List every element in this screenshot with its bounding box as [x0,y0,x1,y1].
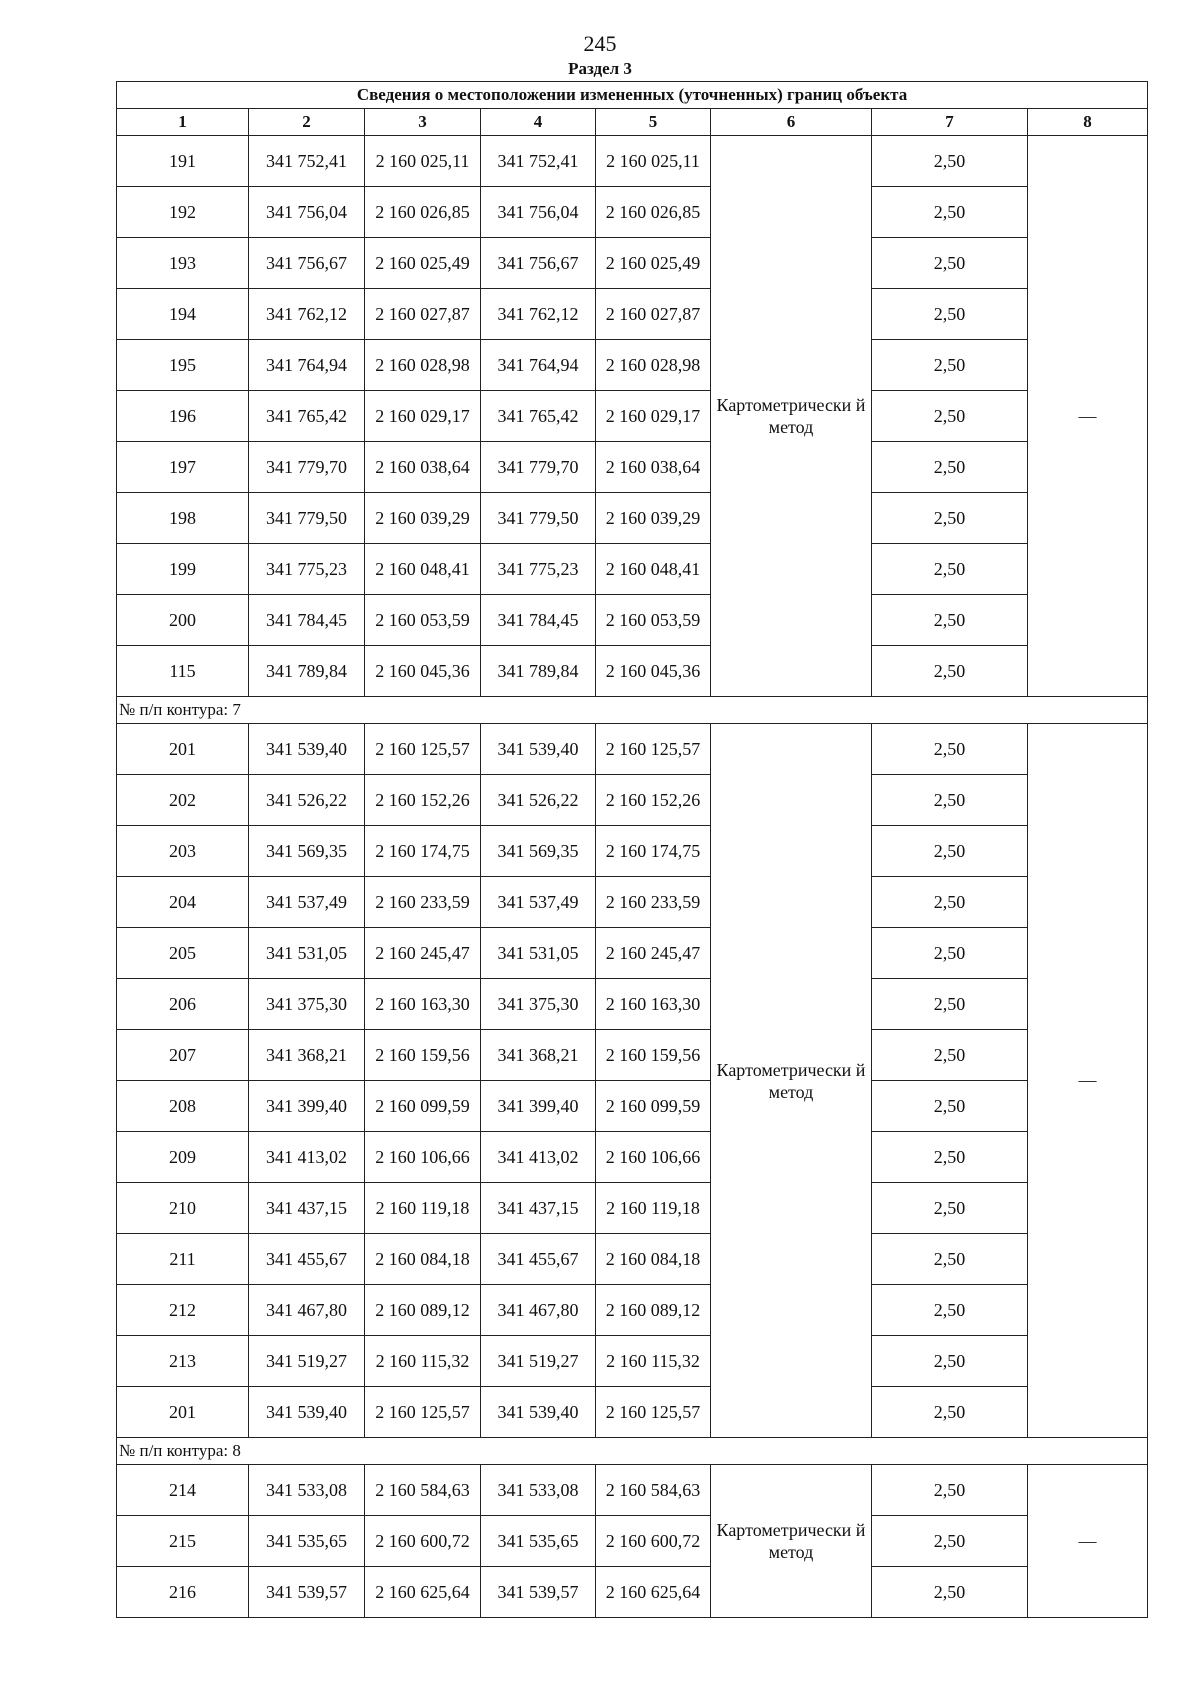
x-coordinate-cell: 341 537,49 [249,877,365,928]
table-row [117,340,1148,391]
column-number: 1 [117,109,249,136]
y-coordinate-cell: 2 160 174,75 [365,826,481,877]
x-coordinate-cell: 341 455,67 [249,1234,365,1285]
column-number: 4 [481,109,596,136]
point-number-cell: 201 [117,1387,249,1438]
precision-cell: 2,50 [872,1516,1028,1567]
table-row [117,1387,1148,1438]
y-coordinate-cell: 2 160 119,18 [365,1183,481,1234]
column-number: 6 [711,109,872,136]
table-row [117,136,1148,187]
x-coordinate-cell: 341 765,42 [249,391,365,442]
x-coordinate-cell: 341 413,02 [481,1132,596,1183]
x-coordinate-cell: 341 535,65 [249,1516,365,1567]
y-coordinate-cell: 2 160 625,64 [596,1567,711,1618]
precision-cell: 2,50 [872,289,1028,340]
method-cell: Картометрически й метод [711,724,872,1438]
table-row [117,928,1148,979]
x-coordinate-cell: 341 437,15 [481,1183,596,1234]
method-cell: Картометрически й метод [711,1465,872,1618]
precision-cell: 2,50 [872,391,1028,442]
x-coordinate-cell: 341 779,50 [249,493,365,544]
x-coordinate-cell: 341 455,67 [481,1234,596,1285]
point-number-cell: 199 [117,544,249,595]
point-number-cell: 211 [117,1234,249,1285]
table-row [117,442,1148,493]
x-coordinate-cell: 341 531,05 [249,928,365,979]
table-row [117,238,1148,289]
y-coordinate-cell: 2 160 027,87 [596,289,711,340]
x-coordinate-cell: 341 784,45 [249,595,365,646]
point-number-cell: 203 [117,826,249,877]
y-coordinate-cell: 2 160 125,57 [596,724,711,775]
precision-cell: 2,50 [872,1030,1028,1081]
y-coordinate-cell: 2 160 233,59 [596,877,711,928]
x-coordinate-cell: 341 789,84 [481,646,596,697]
precision-cell: 2,50 [872,1465,1028,1516]
x-coordinate-cell: 341 764,94 [249,340,365,391]
table-row [117,544,1148,595]
x-coordinate-cell: 341 368,21 [481,1030,596,1081]
x-coordinate-cell: 341 537,49 [481,877,596,928]
y-coordinate-cell: 2 160 125,57 [596,1387,711,1438]
precision-cell: 2,50 [872,442,1028,493]
y-coordinate-cell: 2 160 084,18 [365,1234,481,1285]
boundary-table [116,81,1148,1618]
x-coordinate-cell: 341 533,08 [481,1465,596,1516]
precision-cell: 2,50 [872,826,1028,877]
table-row [117,1285,1148,1336]
x-coordinate-cell: 341 789,84 [249,646,365,697]
point-number-cell: 216 [117,1567,249,1618]
precision-cell: 2,50 [872,928,1028,979]
y-coordinate-cell: 2 160 089,12 [365,1285,481,1336]
x-coordinate-cell: 341 539,57 [481,1567,596,1618]
point-number-cell: 192 [117,187,249,238]
point-number-cell: 206 [117,979,249,1030]
y-coordinate-cell: 2 160 089,12 [596,1285,711,1336]
y-coordinate-cell: 2 160 025,49 [365,238,481,289]
precision-cell: 2,50 [872,238,1028,289]
y-coordinate-cell: 2 160 084,18 [596,1234,711,1285]
y-coordinate-cell: 2 160 125,57 [365,724,481,775]
x-coordinate-cell: 341 535,65 [481,1516,596,1567]
precision-cell: 2,50 [872,1336,1028,1387]
x-coordinate-cell: 341 375,30 [249,979,365,1030]
x-coordinate-cell: 341 756,67 [249,238,365,289]
method-cell: Картометрически й метод [711,136,872,697]
x-coordinate-cell: 341 399,40 [249,1081,365,1132]
contour-row [117,697,1148,724]
y-coordinate-cell: 2 160 115,32 [596,1336,711,1387]
y-coordinate-cell: 2 160 053,59 [596,595,711,646]
x-coordinate-cell: 341 756,04 [481,187,596,238]
y-coordinate-cell: 2 160 600,72 [596,1516,711,1567]
table-row [117,595,1148,646]
precision-cell: 2,50 [872,1285,1028,1336]
x-coordinate-cell: 341 779,70 [481,442,596,493]
y-coordinate-cell: 2 160 025,11 [365,136,481,187]
x-coordinate-cell: 341 762,12 [481,289,596,340]
x-coordinate-cell: 341 784,45 [481,595,596,646]
table-row [117,775,1148,826]
point-number-cell: 202 [117,775,249,826]
y-coordinate-cell: 2 160 119,18 [596,1183,711,1234]
precision-cell: 2,50 [872,1567,1028,1618]
point-number-cell: 191 [117,136,249,187]
y-coordinate-cell: 2 160 152,26 [596,775,711,826]
point-number-cell: 213 [117,1336,249,1387]
x-coordinate-cell: 341 569,35 [481,826,596,877]
table-row [117,877,1148,928]
x-coordinate-cell: 341 539,40 [249,724,365,775]
y-coordinate-cell: 2 160 115,32 [365,1336,481,1387]
y-coordinate-cell: 2 160 584,63 [596,1465,711,1516]
precision-cell: 2,50 [872,544,1028,595]
contour-label: № п/п контура: 8 [117,1438,1148,1465]
table-row [117,826,1148,877]
precision-cell: 2,50 [872,979,1028,1030]
table-row [117,1183,1148,1234]
precision-cell: 2,50 [872,646,1028,697]
y-coordinate-cell: 2 160 152,26 [365,775,481,826]
x-coordinate-cell: 341 752,41 [249,136,365,187]
precision-cell: 2,50 [872,724,1028,775]
point-number-cell: 212 [117,1285,249,1336]
x-coordinate-cell: 341 526,22 [249,775,365,826]
x-coordinate-cell: 341 756,04 [249,187,365,238]
point-number-cell: 204 [117,877,249,928]
point-number-cell: 115 [117,646,249,697]
table-row [117,724,1148,775]
y-coordinate-cell: 2 160 028,98 [596,340,711,391]
point-number-cell: 194 [117,289,249,340]
x-coordinate-cell: 341 375,30 [481,979,596,1030]
point-number-cell: 207 [117,1030,249,1081]
y-coordinate-cell: 2 160 600,72 [365,1516,481,1567]
y-coordinate-cell: 2 160 038,64 [596,442,711,493]
x-coordinate-cell: 341 531,05 [481,928,596,979]
y-coordinate-cell: 2 160 038,64 [365,442,481,493]
table-row [117,646,1148,697]
precision-cell: 2,50 [872,775,1028,826]
column-number: 8 [1028,109,1148,136]
column-number: 2 [249,109,365,136]
table-row [117,1081,1148,1132]
x-coordinate-cell: 341 399,40 [481,1081,596,1132]
x-coordinate-cell: 341 779,50 [481,493,596,544]
column-number-row [117,109,1148,136]
column-number: 3 [365,109,481,136]
column-number: 7 [872,109,1028,136]
precision-cell: 2,50 [872,493,1028,544]
table-row [117,1567,1148,1618]
y-coordinate-cell: 2 160 125,57 [365,1387,481,1438]
y-coordinate-cell: 2 160 106,66 [365,1132,481,1183]
precision-cell: 2,50 [872,1387,1028,1438]
y-coordinate-cell: 2 160 039,29 [596,493,711,544]
point-number-cell: 196 [117,391,249,442]
x-coordinate-cell: 341 764,94 [481,340,596,391]
x-coordinate-cell: 341 756,67 [481,238,596,289]
x-coordinate-cell: 341 539,57 [249,1567,365,1618]
table-row [117,979,1148,1030]
table-row [117,187,1148,238]
table-row [117,1030,1148,1081]
y-coordinate-cell: 2 160 174,75 [596,826,711,877]
precision-cell: 2,50 [872,1183,1028,1234]
point-number-cell: 209 [117,1132,249,1183]
x-coordinate-cell: 341 467,80 [249,1285,365,1336]
y-coordinate-cell: 2 160 045,36 [365,646,481,697]
x-coordinate-cell: 341 526,22 [481,775,596,826]
x-coordinate-cell: 341 775,23 [481,544,596,595]
x-coordinate-cell: 341 437,15 [249,1183,365,1234]
precision-cell: 2,50 [872,136,1028,187]
x-coordinate-cell: 341 519,27 [249,1336,365,1387]
table-row [117,493,1148,544]
point-number-cell: 208 [117,1081,249,1132]
y-coordinate-cell: 2 160 025,49 [596,238,711,289]
x-coordinate-cell: 341 519,27 [481,1336,596,1387]
y-coordinate-cell: 2 160 163,30 [596,979,711,1030]
precision-cell: 2,50 [872,1132,1028,1183]
y-coordinate-cell: 2 160 048,41 [596,544,711,595]
y-coordinate-cell: 2 160 039,29 [365,493,481,544]
y-coordinate-cell: 2 160 026,85 [365,187,481,238]
point-number-cell: 193 [117,238,249,289]
x-coordinate-cell: 341 752,41 [481,136,596,187]
x-coordinate-cell: 341 368,21 [249,1030,365,1081]
column-8-cell: — [1028,1465,1148,1618]
y-coordinate-cell: 2 160 026,85 [596,187,711,238]
precision-cell: 2,50 [872,595,1028,646]
y-coordinate-cell: 2 160 048,41 [365,544,481,595]
table-row [117,1465,1148,1516]
page-number: 245 [583,31,617,56]
contour-row [117,1438,1148,1465]
table-caption: Сведения о местоположении измененных (уточненных) границ объекта [117,82,1148,109]
table-row [117,1234,1148,1285]
precision-cell: 2,50 [872,187,1028,238]
y-coordinate-cell: 2 160 029,17 [365,391,481,442]
y-coordinate-cell: 2 160 159,56 [365,1030,481,1081]
y-coordinate-cell: 2 160 027,87 [365,289,481,340]
y-coordinate-cell: 2 160 233,59 [365,877,481,928]
table-row [117,1516,1148,1567]
y-coordinate-cell: 2 160 106,66 [596,1132,711,1183]
column-8-cell: — [1028,724,1148,1438]
x-coordinate-cell: 341 467,80 [481,1285,596,1336]
y-coordinate-cell: 2 160 245,47 [365,928,481,979]
point-number-cell: 198 [117,493,249,544]
section-title: Раздел 3 [568,59,632,78]
point-number-cell: 195 [117,340,249,391]
point-number-cell: 215 [117,1516,249,1567]
precision-cell: 2,50 [872,340,1028,391]
point-number-cell: 201 [117,724,249,775]
y-coordinate-cell: 2 160 163,30 [365,979,481,1030]
x-coordinate-cell: 341 539,40 [249,1387,365,1438]
point-number-cell: 200 [117,595,249,646]
precision-cell: 2,50 [872,1081,1028,1132]
precision-cell: 2,50 [872,1234,1028,1285]
x-coordinate-cell: 341 775,23 [249,544,365,595]
point-number-cell: 210 [117,1183,249,1234]
table-row [117,1336,1148,1387]
table-row [117,1132,1148,1183]
x-coordinate-cell: 341 533,08 [249,1465,365,1516]
y-coordinate-cell: 2 160 028,98 [365,340,481,391]
contour-label: № п/п контура: 7 [117,697,1148,724]
x-coordinate-cell: 341 569,35 [249,826,365,877]
column-number: 5 [596,109,711,136]
y-coordinate-cell: 2 160 025,11 [596,136,711,187]
x-coordinate-cell: 341 413,02 [249,1132,365,1183]
table-caption-row [117,82,1148,109]
y-coordinate-cell: 2 160 625,64 [365,1567,481,1618]
x-coordinate-cell: 341 539,40 [481,724,596,775]
point-number-cell: 205 [117,928,249,979]
y-coordinate-cell: 2 160 584,63 [365,1465,481,1516]
x-coordinate-cell: 341 779,70 [249,442,365,493]
y-coordinate-cell: 2 160 099,59 [596,1081,711,1132]
y-coordinate-cell: 2 160 053,59 [365,595,481,646]
y-coordinate-cell: 2 160 045,36 [596,646,711,697]
precision-cell: 2,50 [872,877,1028,928]
table-row [117,289,1148,340]
x-coordinate-cell: 341 765,42 [481,391,596,442]
column-8-cell: — [1028,136,1148,697]
point-number-cell: 197 [117,442,249,493]
point-number-cell: 214 [117,1465,249,1516]
x-coordinate-cell: 341 539,40 [481,1387,596,1438]
x-coordinate-cell: 341 762,12 [249,289,365,340]
y-coordinate-cell: 2 160 029,17 [596,391,711,442]
y-coordinate-cell: 2 160 099,59 [365,1081,481,1132]
table-row [117,391,1148,442]
y-coordinate-cell: 2 160 245,47 [596,928,711,979]
y-coordinate-cell: 2 160 159,56 [596,1030,711,1081]
